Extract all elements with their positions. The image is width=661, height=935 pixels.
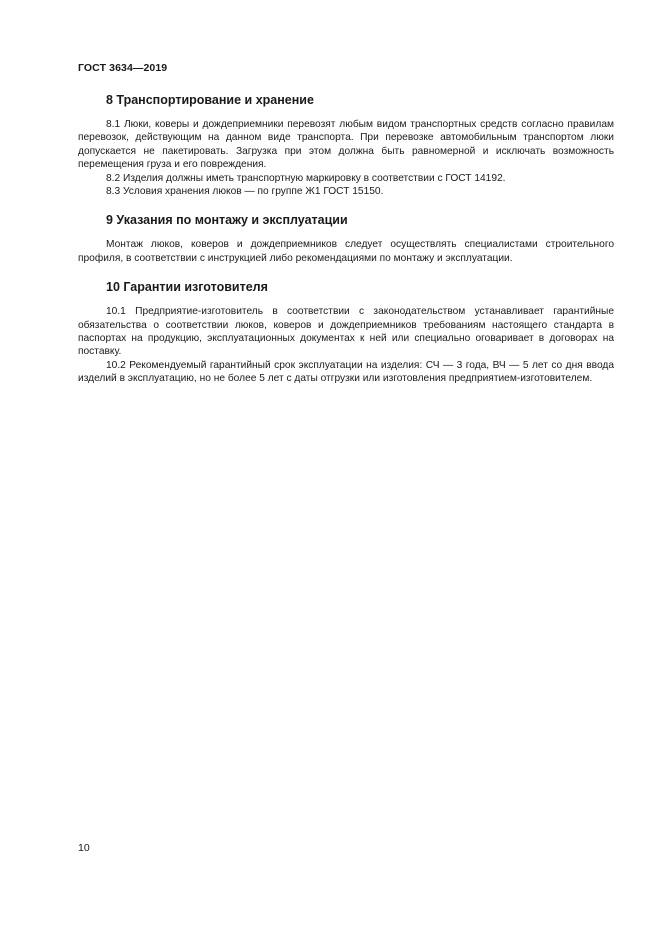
paragraph-10-1: 10.1 Предприятие-изготовитель в соответствии с законодательством устанавливает гарантийные обязательства о соответствии люков, коверов и дождеприемников требованиям настоящего стандарта в паспортах на продукцию, эксплуатационных документах к ней или специально оговаривает в договорах на поставку. <box>78 306 614 358</box>
paragraph-8-2: 8.2 Изделия должны иметь транспортную маркировку в соответствии с ГОСТ 14192. <box>106 172 506 184</box>
section-title: 10 Гарантии изготовителя <box>106 280 268 295</box>
paragraph-8-3: 8.3 Условия хранения люков — по группе Ж1 ГОСТ 15150. <box>106 186 384 198</box>
paragraph-9: Монтаж люков, коверов и дождеприемников следует осуществлять специалистами строительного профиля, в соответствии с инструкцией либо рекомендациями по монтажу и эксплуатации. <box>78 239 614 264</box>
section-transport-storage <box>78 92 614 198</box>
document-body <box>78 92 614 400</box>
page-number: 10 <box>78 842 90 854</box>
paragraph-10-2: 10.2 Рекомендуемый гарантийный срок эксплуатации на изделия: СЧ — 3 года, ВЧ — 5 лет со дня ввода изделий в эксплуатацию, но не более 5 лет с даты отгрузки или изготовления предприятием-изготовителем. <box>78 359 614 385</box>
section-title: 8 Транспортирование и хранение <box>106 93 314 107</box>
section-manufacturer-warranty <box>78 279 614 385</box>
section-installation-operation <box>78 212 614 265</box>
document-header: ГОСТ 3634—2019 <box>78 62 168 74</box>
paragraph-8-1: 8.1 Люки, коверы и дождеприемники перевозят любым видом транспортных средств согласно правилам перевозок, действующим на данном виде транспорта. При перевозке автомобильным транспортом люки допускается не пакетировать. Загрузка при этом должна быть равномерной и исключать возможность перемещения груза и его повреждения. <box>78 119 614 171</box>
section-title: 9 Указания по монтажу и эксплуатации <box>106 213 348 228</box>
